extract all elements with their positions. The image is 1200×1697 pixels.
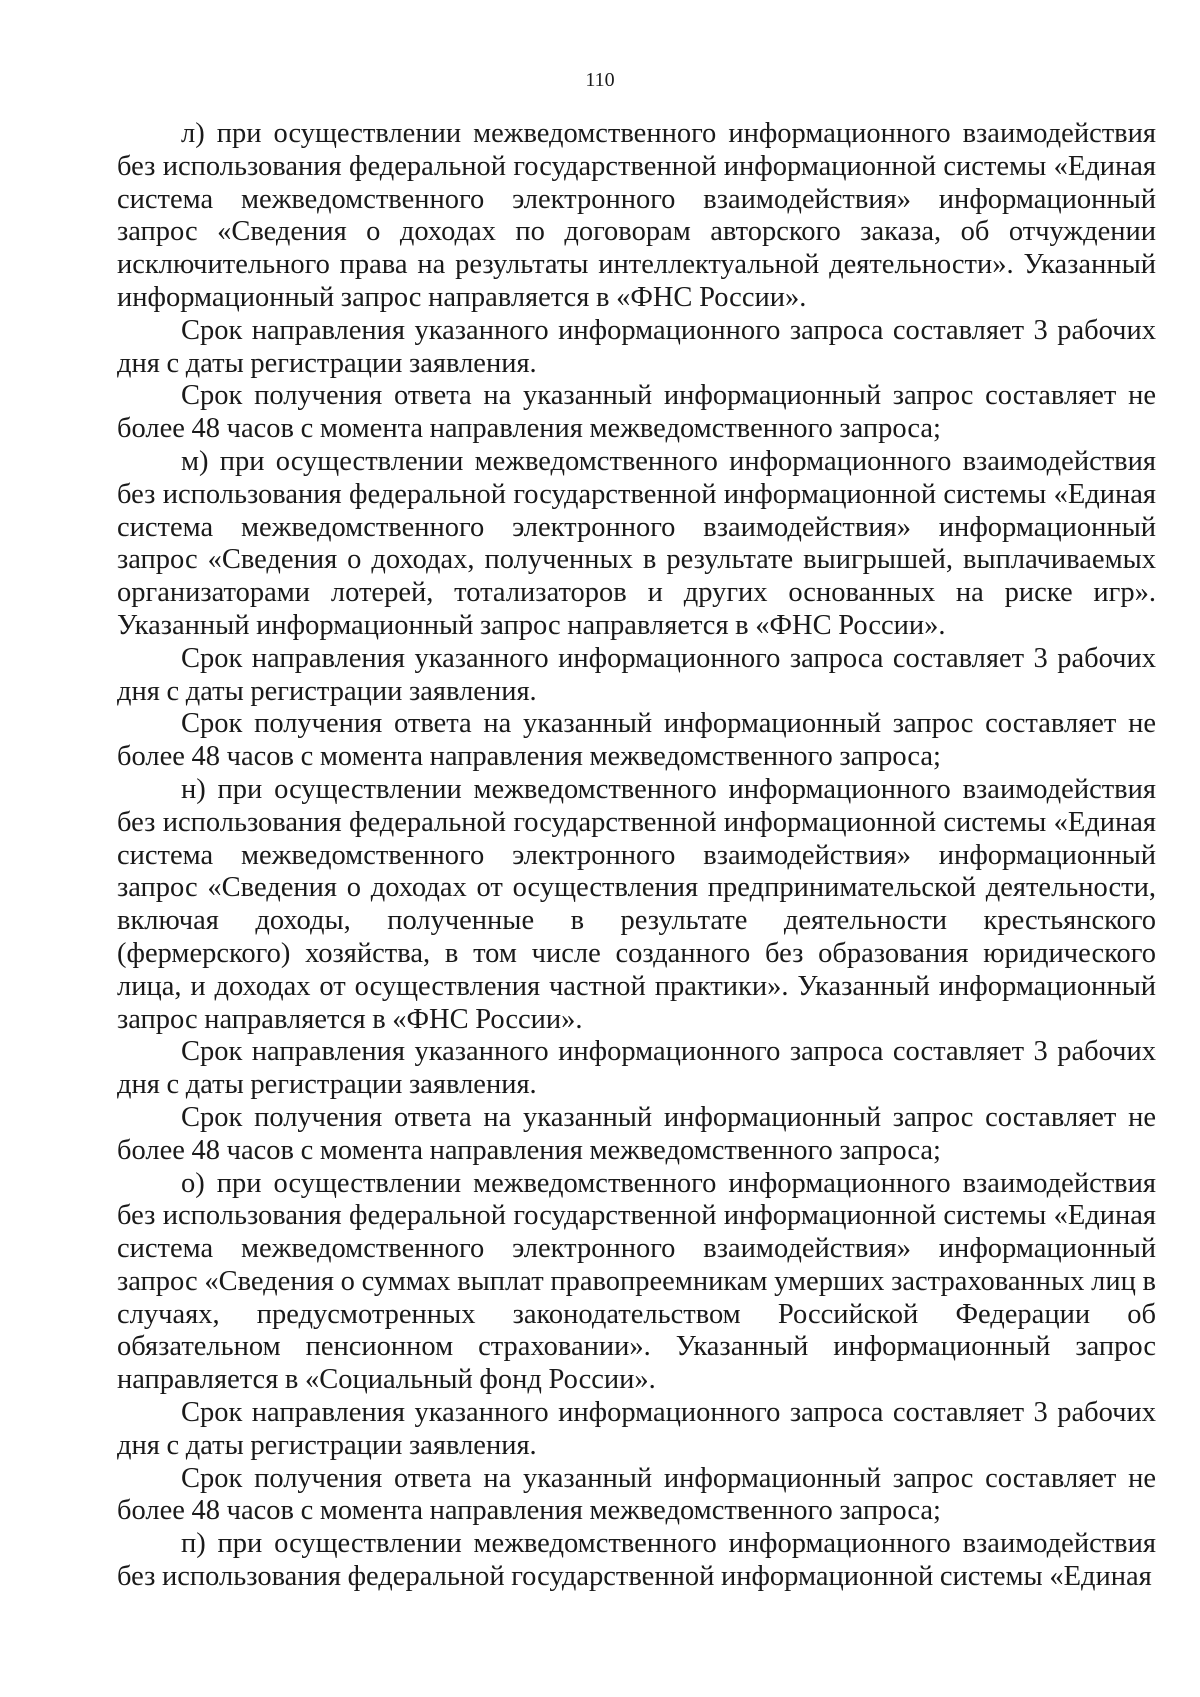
paragraph-l-response-term: Срок получения ответа на указанный информационный запрос составляет не более 48 часов с момента направления межведомственного запроса; [117,380,1156,445]
paragraph-n-request: н) при осуществлении межведомственного информационного взаимодействия без использования федеральной государственной информационной системы «Единая система межведомственного электронного взаимодействия» информационный запрос «Сведения о доходах от осуществления предпринимательской деятельности, включая доходы, полученные в результате деятельности крестьянского (фермерского) хозяйства, в том числе созданного без образования юридического лица, и доходах от осуществления частной практики». Указанный информационный запрос направляется в «ФНС России». [117,773,1156,1035]
paragraph-n-send-term: Срок направления указанного информационного запроса составляет 3 рабочих дня с даты регистрации заявления. [117,1036,1156,1101]
paragraph-n-response-term: Срок получения ответа на указанный информационный запрос составляет не более 48 часов с момента направления межведомственного запроса; [117,1101,1156,1166]
paragraph-m-response-term: Срок получения ответа на указанный информационный запрос составляет не более 48 часов с момента направления межведомственного запроса; [117,708,1156,773]
paragraph-p-request: п) при осуществлении межведомственного информационного взаимодействия без использования федеральной государственной информационной системы «Единая [117,1528,1156,1593]
paragraph-o-response-term: Срок получения ответа на указанный информационный запрос составляет не более 48 часов с момента направления межведомственного запроса; [117,1462,1156,1527]
document-body [117,118,1156,1594]
page-number: 110 [585,69,615,91]
paragraph-m-request: м) при осуществлении межведомственного информационного взаимодействия без использования федеральной государственной информационной системы «Единая система межведомственного электронного взаимодействия» информационный запрос «Сведения о доходах, полученных в результате выигрышей, выплачиваемых организаторами лотерей, тотализаторов и других основанных на риске игр». Указанный информационный запрос направляется в «ФНС России». [117,445,1156,641]
paragraph-l-request: л) при осуществлении межведомственного информационного взаимодействия без использования федеральной государственной информационной системы «Единая система межведомственного электронного взаимодействия» информационный запрос «Сведения о доходах по договорам авторского заказа, об отчуждении исключительного права на результаты интеллектуальной деятельности». Указанный информационный запрос направляется в «ФНС России». [117,118,1156,313]
paragraph-l-send-term: Срок направления указанного информационного запроса составляет 3 рабочих дня с даты регистрации заявления. [117,314,1156,379]
paragraph-o-send-term: Срок направления указанного информационного запроса составляет 3 рабочих дня с даты регистрации заявления. [117,1397,1156,1461]
paragraph-o-request: о) при осуществлении межведомственного информационного взаимодействия без использования федеральной государственной информационной системы «Единая система межведомственного электронного взаимодействия» информационный запрос «Сведения о суммах выплат правопреемникам умерших застрахованных лиц в случаях, предусмотренных законодательством Российской Федерации об обязательном пенсионном страховании». Указанный информационный запрос направляется в «Социальный фонд России». [117,1167,1156,1396]
paragraph-m-send-term: Срок направления указанного информационного запроса составляет 3 рабочих дня с даты регистрации заявления. [117,642,1156,707]
